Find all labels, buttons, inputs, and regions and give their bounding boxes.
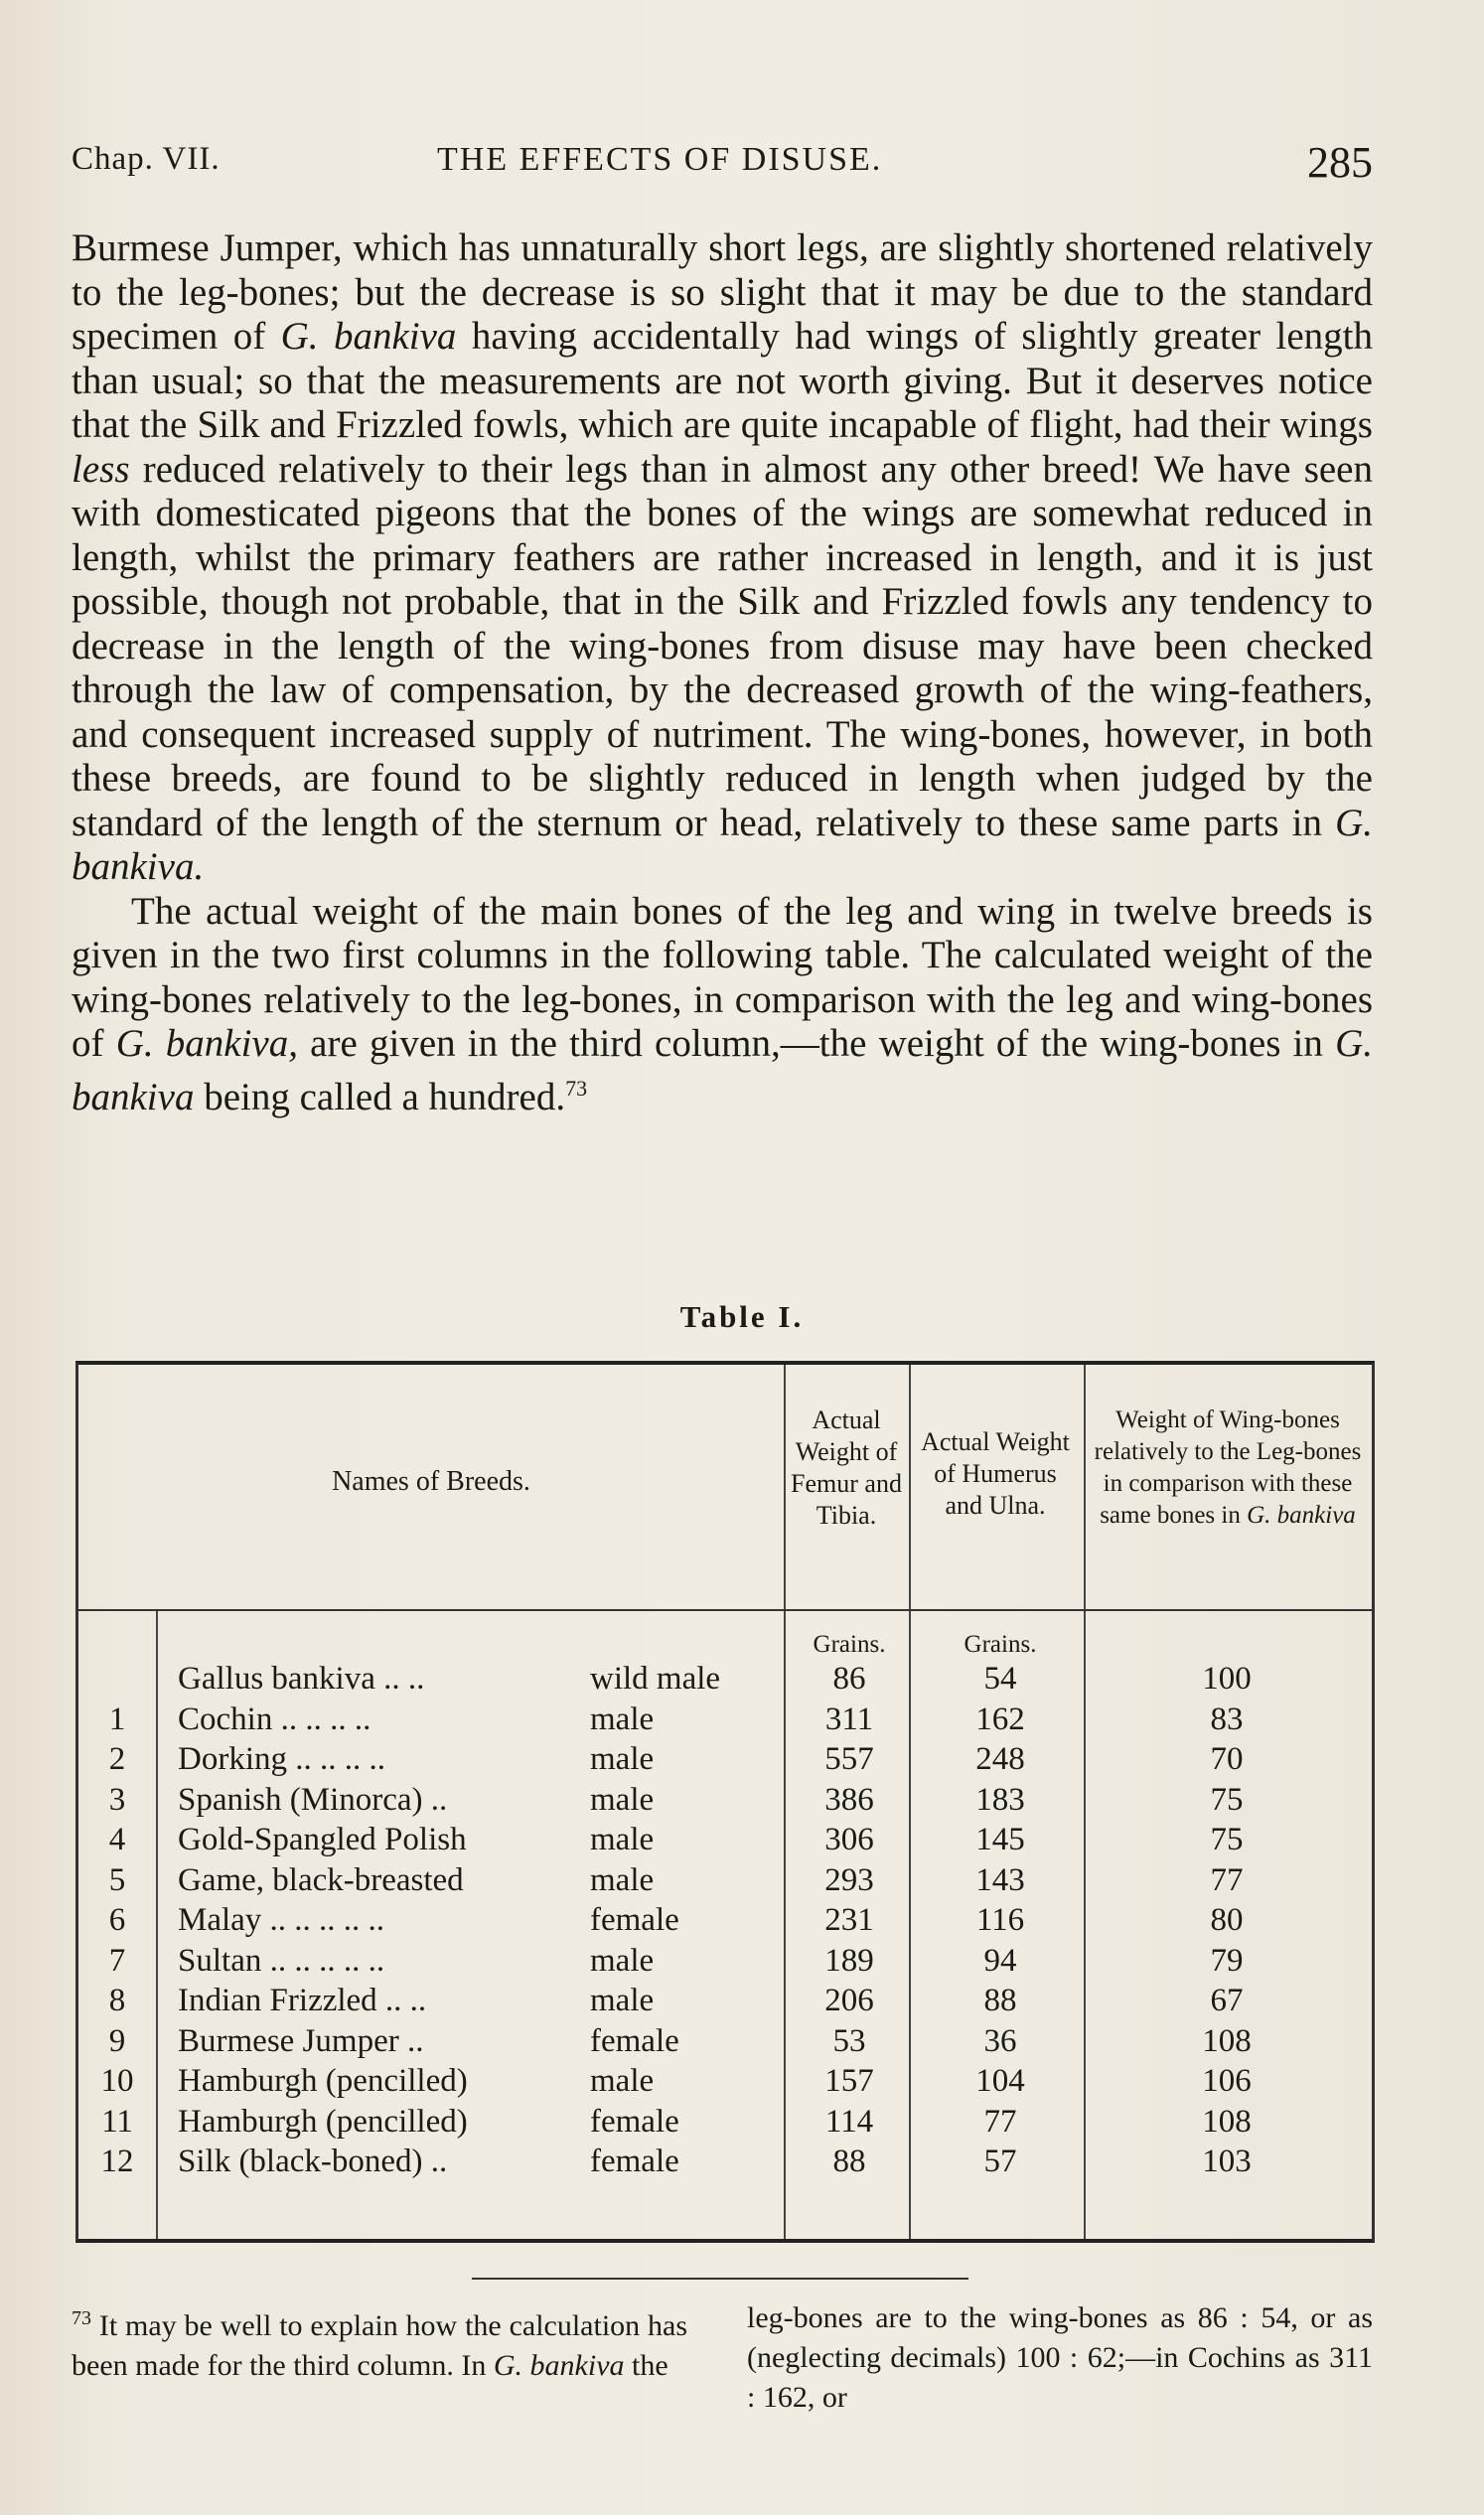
breed-sex: male: [590, 1983, 655, 2018]
page-number: 285: [1307, 138, 1373, 187]
table-row: [78, 2104, 1372, 2144]
breed-name: Hamburgh (pencilled): [178, 2063, 468, 2099]
header-names-of-breeds: Names of Breeds.: [332, 1466, 530, 1497]
breed-name: Indian Frizzled .. ..: [178, 1983, 427, 2018]
relative-weight: 100: [1202, 1661, 1252, 1697]
running-header: [72, 137, 1373, 187]
femur-weight: 206: [824, 1983, 874, 2018]
relative-weight: 77: [1210, 1861, 1244, 1898]
table-row: [78, 1862, 1372, 1902]
breed-name: Dorking .. .. .. ..: [178, 1741, 385, 1777]
footnote-right-column: leg-bones are to the wing-bones as 86 : 54, or as (neglecting decimals) 100 : 62;—in Cochins as 311 : 162, or: [747, 2301, 1373, 2414]
row-number: 12: [100, 2144, 134, 2179]
breed-name: Spanish (Minorca) ..: [178, 1781, 448, 1818]
table-row: [78, 1902, 1372, 1942]
relative-weight: 80: [1210, 1902, 1244, 1938]
units-humerus: Grains.: [964, 1631, 1037, 1658]
header-humerus-ulna: Actual Weight of Humerus and Ulna.: [921, 1427, 1070, 1520]
humerus-weight: 88: [983, 1983, 1017, 2018]
breed-sex: female: [590, 2022, 679, 2059]
humerus-weight: 145: [975, 1822, 1025, 1857]
breed-name: Cochin .. .. .. ..: [178, 1701, 371, 1737]
bone-weight-table: [75, 1361, 1375, 2243]
breed-name: Gold-Spangled Polish: [178, 1822, 467, 1857]
table-row: [78, 1741, 1372, 1781]
humerus-weight: 248: [975, 1741, 1025, 1777]
humerus-weight: 54: [983, 1661, 1017, 1697]
humerus-weight: 57: [983, 2144, 1017, 2179]
table-title: Table I.: [679, 1299, 805, 1334]
relative-weight: 83: [1210, 1701, 1244, 1737]
paragraph-2: The actual weight of the main bones of the leg and wing in twelve breeds is given in the two first columns in the following table. The calculated weight of the wing-bones relatively to the leg-bones, in comparison with the leg and wing-bones of G. bankiva, are given in the third column,—the weight of the wing-bones in G. bankiva being called a hundred.$^{73}$: [72, 889, 1374, 1118]
row-number: 11: [101, 2103, 133, 2140]
humerus-weight: 183: [975, 1781, 1025, 1818]
footnote-ref[interactable]: 73: [565, 1075, 588, 1101]
humerus-weight: 77: [983, 2103, 1017, 2140]
row-number: 8: [108, 1983, 126, 2018]
table-row: [78, 2063, 1372, 2103]
relative-weight: 75: [1210, 1781, 1244, 1818]
relative-weight: 106: [1202, 2063, 1252, 2099]
femur-weight: 157: [824, 2063, 874, 2099]
table-row: [78, 1701, 1372, 1741]
row-number: 2: [108, 1741, 126, 1777]
breed-name: Gallus bankiva .. ..: [178, 1661, 425, 1697]
femur-weight: 53: [832, 2022, 866, 2059]
breed-sex: wild male: [590, 1661, 721, 1697]
breed-sex: male: [590, 1781, 655, 1818]
header-relative-weight: Weight of Wing-bones relatively to the Leg-bones in comparison with these same bones in G. bankiva: [1094, 1406, 1362, 1529]
table-row: [78, 2144, 1372, 2183]
units-femur: Grains.: [813, 1631, 886, 1658]
humerus-weight: 143: [975, 1861, 1025, 1898]
breed-sex: male: [590, 1861, 655, 1898]
humerus-weight: 104: [975, 2063, 1025, 2099]
femur-weight: 88: [832, 2144, 866, 2179]
row-number: 9: [108, 2022, 126, 2059]
femur-weight: 86: [832, 1661, 866, 1697]
femur-weight: 557: [824, 1741, 874, 1777]
row-number: 3: [108, 1781, 126, 1818]
footnote-rule: [472, 2278, 968, 2280]
humerus-weight: 94: [983, 1942, 1017, 1979]
breed-sex: male: [590, 1701, 655, 1737]
footnote-marker: 73: [72, 2307, 91, 2329]
table-row: [78, 1943, 1372, 1983]
relative-weight: 67: [1210, 1983, 1244, 2018]
row-number: 1: [108, 1701, 126, 1737]
humerus-weight: 116: [975, 1902, 1025, 1938]
footnote-left-column: $^{73}$ It may be well to explain how the calculation has been made for the third column. In G. bankiva the: [72, 2307, 688, 2382]
running-title: THE EFFECTS OF DISUSE.: [437, 141, 883, 178]
femur-weight: 386: [824, 1781, 874, 1818]
humerus-weight: 162: [975, 1701, 1025, 1737]
breed-sex: male: [590, 1741, 655, 1777]
relative-weight: 103: [1202, 2144, 1252, 2179]
femur-weight: 189: [824, 1942, 874, 1979]
breed-name: Game, black-breasted: [178, 1861, 464, 1898]
body-text: [72, 226, 1373, 1119]
relative-weight: 108: [1202, 2103, 1252, 2140]
header-rule: [78, 1609, 1372, 1611]
row-number: 6: [108, 1902, 126, 1938]
paragraph-1: Burmese Jumper, which has unnaturally short legs, are slightly shortened relatively to the leg-bones; but the decrease is so slight that it may be due to the standard specimen of G. bankiva having accidentally had wings of slightly greater length than usual; so that the measurements are not worth giving. But it deserves notice that the Silk and Frizzled fowls, which are quite incapable of flight, had their wings less reduced relatively to their legs than in almost any other breed! We have seen with domesticated pigeons that the bones of the wings are somewhat reduced in length, whilst the primary feathers are rather increased in length, and it is just possible, though not probable, that in the Silk and Frizzled fowls any tendency to decrease in the length of the wing-bones from disuse may have been checked through the law of compensation, by the decreased growth of the wing-feathers, and consequent increased supply of nutriment. The wing-bones, however, in both these breeds, are found to be slightly reduced in length when judged by the standard of the length of the sternum or head, relatively to these same parts in G. bankiva.: [72, 226, 1373, 888]
row-number: 4: [108, 1822, 126, 1857]
table-row: [78, 1661, 1372, 1701]
humerus-weight: 36: [983, 2022, 1017, 2059]
femur-weight: 293: [824, 1861, 874, 1898]
femur-weight: 114: [824, 2103, 874, 2140]
row-number: 10: [100, 2063, 134, 2099]
relative-weight: 70: [1210, 1741, 1244, 1777]
breed-sex: male: [590, 2063, 655, 2099]
relative-weight: 79: [1210, 1942, 1244, 1979]
table-row: [78, 1782, 1372, 1822]
femur-weight: 306: [824, 1822, 874, 1857]
header-femur-tibia: Actual Weight of Femur and Tibia.: [791, 1405, 902, 1530]
table-row: [78, 1822, 1372, 1861]
row-number: 7: [108, 1942, 126, 1979]
femur-weight: 231: [824, 1902, 874, 1938]
breed-name: Burmese Jumper ..: [178, 2022, 424, 2059]
breed-sex: female: [590, 2144, 679, 2179]
relative-weight: 75: [1210, 1822, 1244, 1857]
row-number: 5: [108, 1861, 126, 1898]
breed-name: Silk (black-boned) ..: [178, 2144, 448, 2179]
breed-name: Malay .. .. .. .. ..: [178, 1902, 385, 1938]
femur-weight: 311: [824, 1701, 874, 1737]
table-row: [78, 2023, 1372, 2063]
table-row: [78, 1983, 1372, 2022]
breed-name: Sultan .. .. .. .. ..: [178, 1942, 385, 1979]
breed-sex: female: [590, 1902, 679, 1938]
relative-weight: 108: [1202, 2022, 1252, 2059]
chapter-label: Chap. VII.: [72, 141, 221, 177]
breed-sex: male: [590, 1822, 655, 1857]
breed-sex: male: [590, 1942, 655, 1979]
breed-name: Hamburgh (pencilled): [178, 2103, 468, 2140]
breed-sex: female: [590, 2103, 679, 2140]
